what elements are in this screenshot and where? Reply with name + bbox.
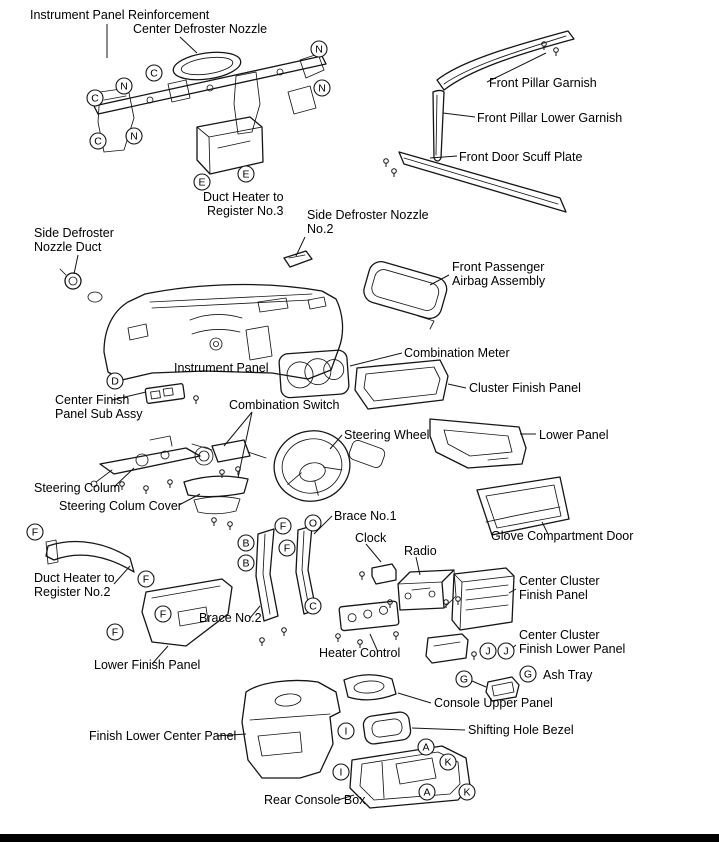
callout-c (305, 598, 321, 614)
part-center-cluster-finish-panel-drawing (444, 568, 514, 630)
label-radio: Radio (404, 544, 437, 558)
part-cluster-finish-panel-drawing (355, 360, 448, 409)
callout-g (456, 671, 472, 687)
callout-n (126, 128, 142, 144)
label-front-passenger-airbag-line1: Front Passenger (452, 260, 545, 274)
label-front-pillar-lower-garnish: Front Pillar Lower Garnish (477, 111, 623, 125)
callout-e (238, 166, 254, 182)
part-front-passenger-airbag-drawing (361, 259, 449, 329)
label-lower-finish-panel: Lower Finish Panel (94, 658, 201, 672)
label-instrument-panel: Instrument Panel (174, 361, 269, 375)
label-duct-heater-register2-line2: Register No.2 (34, 585, 111, 599)
part-center-finish-panel-sub-assy-drawing (145, 383, 198, 404)
callout-a (418, 739, 434, 755)
svg-text:J: J (485, 645, 491, 658)
label-combination-switch: Combination Switch (229, 398, 340, 412)
part-center-cluster-finish-lower-panel-drawing (426, 634, 476, 663)
label-cluster-finish-panel: Cluster Finish Panel (469, 381, 581, 395)
callout-c (87, 90, 103, 106)
svg-text:N: N (120, 80, 128, 93)
svg-text:D: D (111, 375, 119, 388)
svg-text:N: N (315, 43, 323, 56)
callout-b (238, 535, 254, 551)
svg-text:C: C (150, 67, 158, 80)
part-combination-meter-drawing (279, 350, 350, 399)
svg-text:I: I (339, 766, 343, 779)
label-side-defroster-nozzle2-line1: Side Defroster Nozzle (307, 208, 429, 222)
svg-text:F: F (283, 542, 291, 555)
svg-text:A: A (423, 786, 431, 799)
label-steering-wheel: Steering Wheel (344, 428, 430, 442)
part-shifting-hole-bezel-drawing (362, 711, 411, 745)
callout-n (314, 80, 330, 96)
svg-text:K: K (444, 756, 452, 769)
part-duct-heater-register3-drawing (197, 117, 263, 174)
svg-text:G: G (523, 668, 533, 681)
svg-text:O: O (308, 517, 318, 530)
label-center-defroster-nozzle: Center Defroster Nozzle (133, 22, 268, 36)
label-side-defroster-nozzle2-line2: No.2 (307, 222, 334, 236)
svg-text:A: A (422, 741, 430, 754)
label-duct-heater-register3-line1: Duct Heater to (203, 190, 284, 204)
label-steering-colum-cover: Steering Colum Cover (59, 499, 182, 513)
svg-text:J: J (503, 645, 509, 658)
label-clock: Clock (355, 531, 387, 545)
svg-text:N: N (130, 130, 138, 143)
part-steering-colum-cover-drawing (184, 476, 248, 530)
svg-text:F: F (31, 526, 39, 539)
callout-k (459, 784, 475, 800)
part-clock-drawing (360, 564, 396, 584)
part-side-defroster-nozzle2-drawing (284, 251, 312, 267)
callout-f (275, 518, 291, 534)
part-combination-switch-drawing (192, 440, 266, 478)
part-lower-panel-drawing (430, 419, 526, 468)
part-center-defroster-nozzle-drawing (172, 48, 243, 83)
callout-g (520, 666, 536, 682)
label-center-cluster-finish-panel-line2: Finish Panel (519, 588, 588, 602)
label-center-finish-panel-line1: Center Finish (55, 393, 130, 407)
callout-c (90, 133, 106, 149)
label-duct-heater-register3-line2: Register No.3 (207, 204, 284, 218)
callout-n (311, 41, 327, 57)
svg-text:G: G (459, 673, 469, 686)
part-front-pillar-lower-garnish-drawing (433, 91, 444, 162)
svg-text:I: I (344, 725, 348, 738)
label-center-cluster-lower-line1: Center Cluster (519, 628, 600, 642)
label-instrument-panel-reinforcement: Instrument Panel Reinforcement (30, 8, 210, 22)
label-duct-heater-register2-line1: Duct Heater to (34, 571, 115, 585)
callout-k (440, 754, 456, 770)
callout-f (27, 524, 43, 540)
callout-i (338, 723, 354, 739)
callout-n (116, 78, 132, 94)
labels-layer (30, 8, 633, 807)
label-shifting-hole-bezel: Shifting Hole Bezel (468, 723, 574, 737)
svg-text:C: C (309, 600, 317, 613)
callout-f (155, 606, 171, 622)
label-combination-meter: Combination Meter (404, 346, 510, 360)
svg-text:E: E (198, 176, 206, 189)
label-steering-colum: Steering Colum (34, 481, 121, 495)
label-finish-lower-center-panel: Finish Lower Center Panel (89, 729, 237, 743)
part-glove-compartment-door-drawing (477, 477, 569, 535)
callout-f (107, 624, 123, 640)
label-side-defroster-nozzle-duct-line1: Side Defroster (34, 226, 114, 240)
label-center-cluster-lower-line2: Finish Lower Panel (519, 642, 626, 656)
part-side-defroster-nozzle-duct-drawing (60, 269, 102, 302)
label-heater-control: Heater Control (319, 646, 401, 660)
label-ash-tray: Ash Tray (543, 668, 593, 682)
label-front-passenger-airbag-line2: Airbag Assembly (452, 274, 546, 288)
part-finish-lower-center-panel-drawing (242, 680, 340, 778)
svg-text:C: C (94, 135, 102, 148)
label-front-door-scuff-plate: Front Door Scuff Plate (459, 150, 583, 164)
callout-j (498, 643, 514, 659)
svg-text:E: E (242, 168, 250, 181)
label-front-pillar-garnish: Front Pillar Garnish (489, 76, 597, 90)
label-lower-panel: Lower Panel (539, 428, 609, 442)
label-side-defroster-nozzle-duct-line2: Nozzle Duct (34, 240, 102, 254)
callout-i (333, 764, 349, 780)
label-console-upper-panel: Console Upper Panel (434, 696, 553, 710)
label-center-finish-panel-line2: Panel Sub Assy (55, 407, 143, 421)
leader-lines (74, 24, 548, 800)
callout-c (146, 65, 162, 81)
svg-text:F: F (159, 608, 167, 621)
label-rear-console-box: Rear Console Box (264, 793, 366, 807)
callout-f (138, 571, 154, 587)
label-center-cluster-finish-panel-line1: Center Cluster (519, 574, 600, 588)
callout-f (279, 540, 295, 556)
callout-a (419, 784, 435, 800)
callout-e (194, 174, 210, 190)
label-glove-compartment-door: Glove Compartment Door (491, 529, 634, 543)
label-brace-no2: Brace No.2 (199, 611, 262, 625)
page-bottom-edge (0, 834, 719, 842)
label-brace-no1: Brace No.1 (334, 509, 397, 523)
svg-text:F: F (111, 626, 119, 639)
svg-text:C: C (91, 92, 99, 105)
callout-j (480, 643, 496, 659)
part-duct-heater-register2-drawing (46, 540, 134, 572)
svg-text:K: K (463, 786, 471, 799)
callout-d (107, 373, 123, 389)
callout-o (305, 515, 321, 531)
svg-text:B: B (242, 557, 250, 570)
svg-text:F: F (142, 573, 150, 586)
part-console-upper-panel-drawing (344, 675, 396, 700)
svg-text:N: N (318, 82, 326, 95)
svg-text:B: B (242, 537, 250, 550)
part-radio-drawing (388, 570, 461, 610)
svg-text:F: F (279, 520, 287, 533)
callout-b (238, 555, 254, 571)
